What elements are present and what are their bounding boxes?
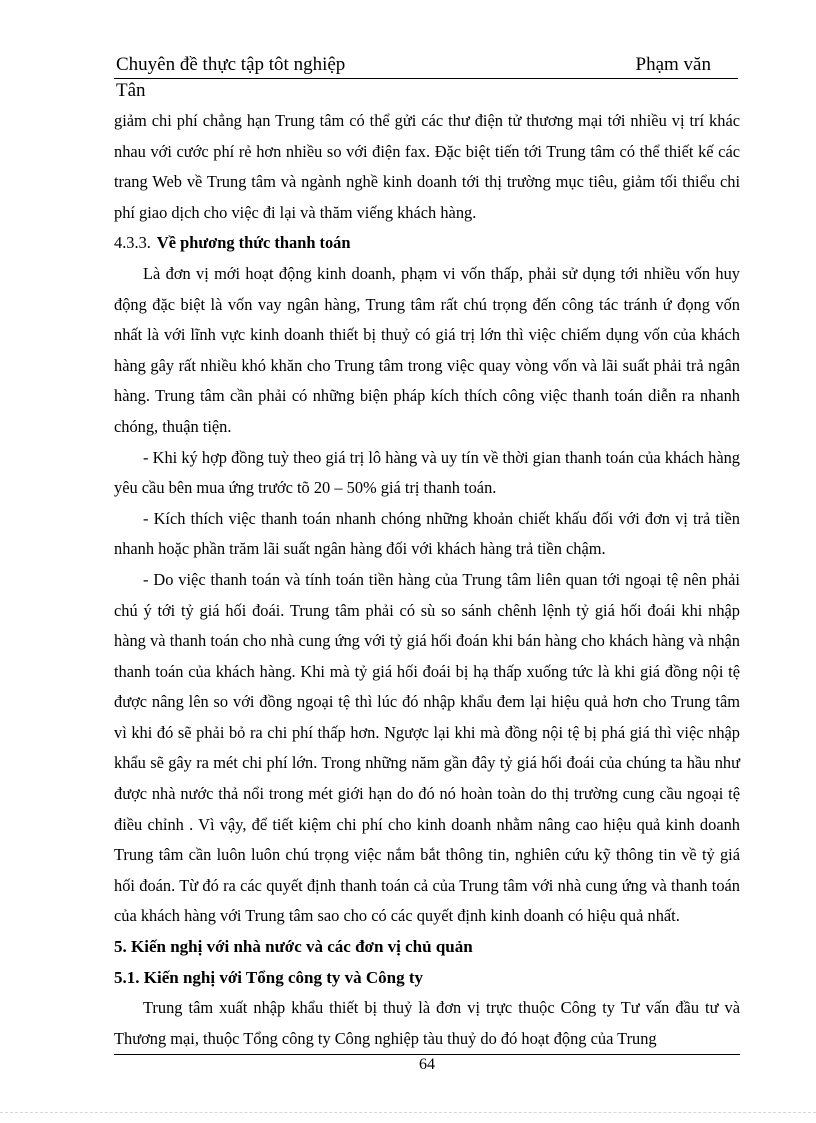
section-heading-5-1: 5.1. Kiến nghị với Tổng công ty và Công ty — [114, 967, 424, 987]
header-author: Phạm văn — [635, 54, 711, 75]
section-number: 4.3.3. — [114, 233, 151, 253]
paragraph: Là đơn vị mới hoạt động kinh doanh, phạm vi vốn thấp, phải sử dụng tới nhiều vốn huy động đặc biệt là vốn vay ngân hàng, Trung tâm rất chú trọng đến công tác tránh ứ đọng vốn nhất là với lĩnh vực kinh doanh thiết bị thuỷ có giá trị lớn thì việc chiếm dụng vốn của khách hàng gây rất nhiều khó khăn cho Trung tâm trong việc quay vòng vốn và lãi suất phải trả ngân hàng. Trung tâm cần phải có những biện pháp kích thích công việc thanh toán diễn ra nhanh chóng, thuận tiện. — [114, 263, 740, 436]
paragraph: Trung tâm xuất nhập khẩu thiết bị thuỷ là đơn vị trực thuộc Công ty Tư vấn đầu tư và Thương mại, thuộc Tổng công ty Công nghiệp tàu thuỷ do đó hoạt động của Trung — [114, 998, 740, 1048]
header-title: Chuyên đề thực tập tôt nghiệp — [116, 54, 346, 75]
header-author-continuation: Tân — [116, 80, 146, 101]
page-edge-divider — [0, 1112, 816, 1113]
footer-divider — [114, 1054, 740, 1055]
section-title: Về phương thức thanh toán — [156, 233, 351, 253]
bullet-paragraph: - Do việc thanh toán và tính toán tiền hàng của Trung tâm liên quan tới ngoại tệ nên phải chú ý tới tỷ giá hối đoái. Trung tâm phải có sù so sánh chênh lệnh tỷ giá hối đoái khi nhập hàng và thanh toán cho nhà cung ứng với tỷ giá hối đoán khi bán hàng cho khách hàng và nhận thanh toán của khách hàng. Khi mà tỷ giá hối đoái bị hạ thấp xuống tức là khi giá đồng nội tệ được nâng lên so với đồng ngoại tệ thì lúc đó nhập khẩu đem lại hiệu quả hơn cho Trung tâm vì khi đó sẽ phải bỏ ra chi phí thấp hơn. Ngược lại khi mà đồng nội tệ bị phá giá thì việc nhập khẩu sẽ gây ra mét chi phí lớn. Trong những năm gần đây tỷ giá hối đoái của chúng ta hầu như được nhà nước thả nổi trong mét giới hạn do đó nó hoàn toàn do thị trường cung cầu ngoại tệ điều chỉnh . Vì vậy, để tiết kiệm chi phí cho kinh doanh nhằm nâng cao hiệu quả kinh doanh Trung tâm cần luôn luôn chú trọng việc nắm bắt thông tin, nghiên cứu kỹ thông tin về tỷ giá hối đoán. Từ đó ra các quyết định thanh toán cả của Trung tâm với nhà cung ứng và thanh toán của khách hàng với Trung tâm sao cho có các quyết định kinh doanh có hiệu quả nhất. — [114, 569, 740, 926]
paragraph: giảm chi phí chẳng hạn Trung tâm có thể gửi các thư điện tử thương mại tới nhiều vị trí khác nhau với cước phí rẻ hơn nhiều so với điện fax. Đặc biệt tiến tới Trung tâm có thể thiết kế các trang Web về Trung tâm và ngành nghề kinh doanh tới thị trường mục tiêu, giảm tối thiểu chi phí giao dịch cho việc đi lại và thăm viếng khách hàng. — [114, 111, 740, 222]
page-number: 64 — [419, 1056, 435, 1073]
document-body — [114, 106, 740, 1054]
bullet-paragraph: - Kích thích việc thanh toán nhanh chóng những khoản chiết khấu đối với đơn vị trả tiền nhanh hoặc phần trăm lãi suất ngân hàng đối với khách hàng trả tiền chậm. — [114, 508, 740, 559]
section-heading-5: 5. Kiến nghị với nhà nước và các đơn vị chủ quản — [114, 937, 473, 957]
bullet-paragraph: - Khi ký hợp đồng tuỳ theo giá trị lô hàng và uy tín về thời gian thanh toán của khách hàng yêu cầu bên mua ứng trước tõ 20 – 50% giá trị thanh toán. — [114, 447, 740, 498]
section-heading-4-3-3 — [114, 228, 740, 259]
page-header — [114, 52, 738, 79]
